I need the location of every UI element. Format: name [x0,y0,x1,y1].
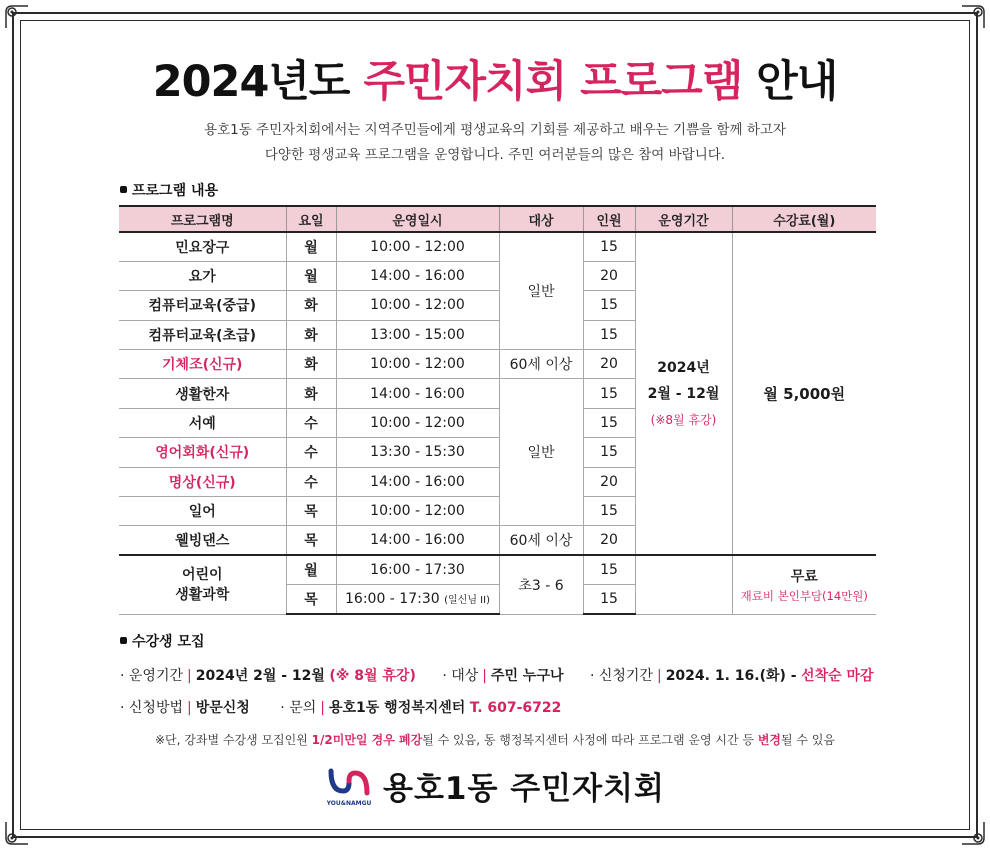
header-period: 운영기간 [635,206,732,232]
organization-name: 용호1동 주민자치회 [383,771,665,807]
kids-time-2: 16:00 - 17:30 [345,591,440,608]
program-time [336,585,499,614]
kids-time-2-note: (일신님 II) [444,595,490,607]
kids-name-line-2: 생활과학 [175,586,230,603]
program-time: 14:00 - 16:00 [336,261,499,290]
program-name: 요가 [119,261,286,290]
program-name: 컴퓨터교육(초급) [119,320,286,349]
notice-highlight-2: 변경 [757,733,782,747]
table-row [119,232,876,261]
program-name: 영어회화(신규) [119,438,286,467]
program-day: 수 [286,408,336,437]
header-program-name: 프로그램명 [119,206,286,232]
program-count: 15 [583,320,635,349]
recruit-contact-value: 용호1동 행정복지센터 [328,700,466,716]
program-day: 수 [286,438,336,467]
recruit-contact-phone: T. 607-6722 [469,700,562,716]
recruit-info-line-2 [120,697,561,717]
recruit-apply-label: 신청기간 [598,668,653,684]
program-target: 일반 [499,379,583,526]
logo-mark-icon [325,765,373,799]
program-name: 일어 [119,497,286,526]
program-target: 초3 - 6 [499,555,583,614]
program-fee [732,555,876,614]
notice-mid: 될 수 있음, 동 행정복지센터 사정에 따라 프로그램 운영 시간 등 [422,733,754,747]
program-day: 월 [286,261,336,290]
program-target: 60세 이상 [499,526,583,555]
table-header-row [119,206,876,232]
title-highlight: 주민자치회 프로그램 [363,57,743,107]
header-day: 요일 [286,206,336,232]
title-suffix: 안내 [756,57,838,107]
program-day: 월 [286,555,336,584]
program-count: 15 [583,291,635,320]
program-time: 14:00 - 16:00 [336,467,499,496]
notice-text [0,731,990,748]
program-period-empty [635,555,732,614]
program-time: 10:00 - 12:00 [336,497,499,526]
program-count: 20 [583,526,635,555]
logo-text: YOU&NAMGU [326,799,372,807]
separator-bar: | [187,700,192,716]
kids-fee: 무료 [790,568,818,585]
program-count: 15 [583,232,635,261]
program-period [635,232,732,555]
title-year: 2024년도 [152,57,350,107]
recruit-target: · 대상 | 주민 누구나 [442,668,564,684]
recruit-target-value: 주민 누구나 [491,668,564,684]
program-name: 컴퓨터교육(중급) [119,291,286,320]
program-day: 화 [286,320,336,349]
recruit-period-label: 운영기간 [128,668,184,684]
separator-bar: | [320,700,325,716]
period-note: (※8월 휴강) [650,412,717,427]
recruit-method-label: 신청방법 [128,700,184,716]
program-time: 10:00 - 12:00 [336,408,499,437]
recruit-info-line-1 [120,665,874,685]
period-year: 2024년 [657,359,710,376]
program-name [119,555,286,614]
recruit-contact-label: 문의 [289,700,317,716]
program-count: 15 [583,438,635,467]
recruit-period-note: (※ 8월 휴강) [329,668,416,684]
recruit-target-label: 대상 [451,668,479,684]
separator-bar: | [482,668,487,684]
recruit-period-value: 2024년 2월 - 12월 [195,668,325,684]
program-table [119,205,876,615]
recruit-period: · 운영기간 | 2024년 2월 - 12월 (※ 8월 휴강) [120,668,416,684]
program-time: 13:30 - 15:30 [336,438,499,467]
program-time: 16:00 - 17:30 [336,555,499,584]
program-target: 일반 [499,232,583,350]
recruit-apply-value: 2024. 1. 16.(화) - [665,668,797,684]
program-target: 60세 이상 [499,350,583,379]
section-heading-label: 프로그램 내용 [132,183,219,199]
section-heading-recruit [120,631,205,651]
program-time: 14:00 - 16:00 [336,526,499,555]
recruit-method-value: 방문신청 [195,700,250,716]
program-day: 월 [286,232,336,261]
program-day: 목 [286,497,336,526]
program-count: 20 [583,261,635,290]
program-name: 민요장구 [119,232,286,261]
table-row [119,555,876,584]
intro-line-2: 다양한 평생교육 프로그램을 운영합니다. 주민 여러분들의 많은 참여 바랍니다. [264,147,726,163]
program-day: 화 [286,291,336,320]
program-day: 목 [286,585,336,614]
corner-ornament-icon [2,818,32,848]
header-count: 인원 [583,206,635,232]
program-time: 10:00 - 12:00 [336,350,499,379]
program-day: 목 [286,526,336,555]
kids-fee-note: 재료비 본인부담(14만원) [740,588,868,603]
program-time: 13:00 - 15:00 [336,320,499,349]
bullet-square-icon [120,186,127,193]
recruit-apply-note: 선착순 마감 [801,668,874,684]
recruit-method: · 신청방법 | 방문신청 [120,700,250,716]
program-count: 15 [583,585,635,614]
program-day: 화 [286,379,336,408]
notice-post: 될 수 있음 [781,733,836,747]
recruit-apply: · 신청기간 | 2024. 1. 16.(화) - 선착순 마감 [589,668,874,684]
program-name: 웰빙댄스 [119,526,286,555]
footer [0,763,990,808]
header-fee: 수강료(월) [732,206,876,232]
page-title [0,48,990,109]
kids-name-line-1: 어린이 [181,566,223,583]
separator-bar: | [656,668,662,684]
program-fee: 월 5,000원 [732,232,876,555]
program-count: 20 [583,467,635,496]
program-name: 기체조(신규) [119,350,286,379]
program-count: 15 [583,408,635,437]
namgu-logo-icon [325,765,373,807]
program-day: 화 [286,350,336,379]
section-heading-label: 수강생 모집 [132,634,205,650]
intro-text [0,118,990,168]
period-range: 2월 - 12월 [647,385,720,402]
corner-ornament-icon [958,818,988,848]
program-name: 서예 [119,408,286,437]
section-heading-programs [120,180,218,200]
bullet-square-icon [120,637,127,644]
recruit-contact: · 문의 | 용호1동 행정복지센터 T. 607-6722 [280,700,562,716]
program-count: 15 [583,555,635,584]
separator-bar: | [187,668,192,684]
program-count: 20 [583,350,635,379]
program-name: 명상(신규) [119,467,286,496]
program-count: 15 [583,497,635,526]
header-time: 운영일시 [336,206,499,232]
header-target: 대상 [499,206,583,232]
program-time: 10:00 - 12:00 [336,291,499,320]
notice-pre: ※단, 강좌별 수강생 모집인원 [154,733,308,747]
notice-highlight-1: 1/2미만일 경우 폐강 [311,733,423,747]
program-time: 10:00 - 12:00 [336,232,499,261]
program-name: 생활한자 [119,379,286,408]
program-day: 수 [286,467,336,496]
intro-line-1: 용호1동 주민자치회에서는 지역주민들에게 평생교육의 기회를 제공하고 배우는 기쁨을 함께 하고자 [204,122,786,138]
corner-ornament-icon [958,2,988,32]
corner-ornament-icon [2,2,32,32]
program-time: 14:00 - 16:00 [336,379,499,408]
program-count: 15 [583,379,635,408]
